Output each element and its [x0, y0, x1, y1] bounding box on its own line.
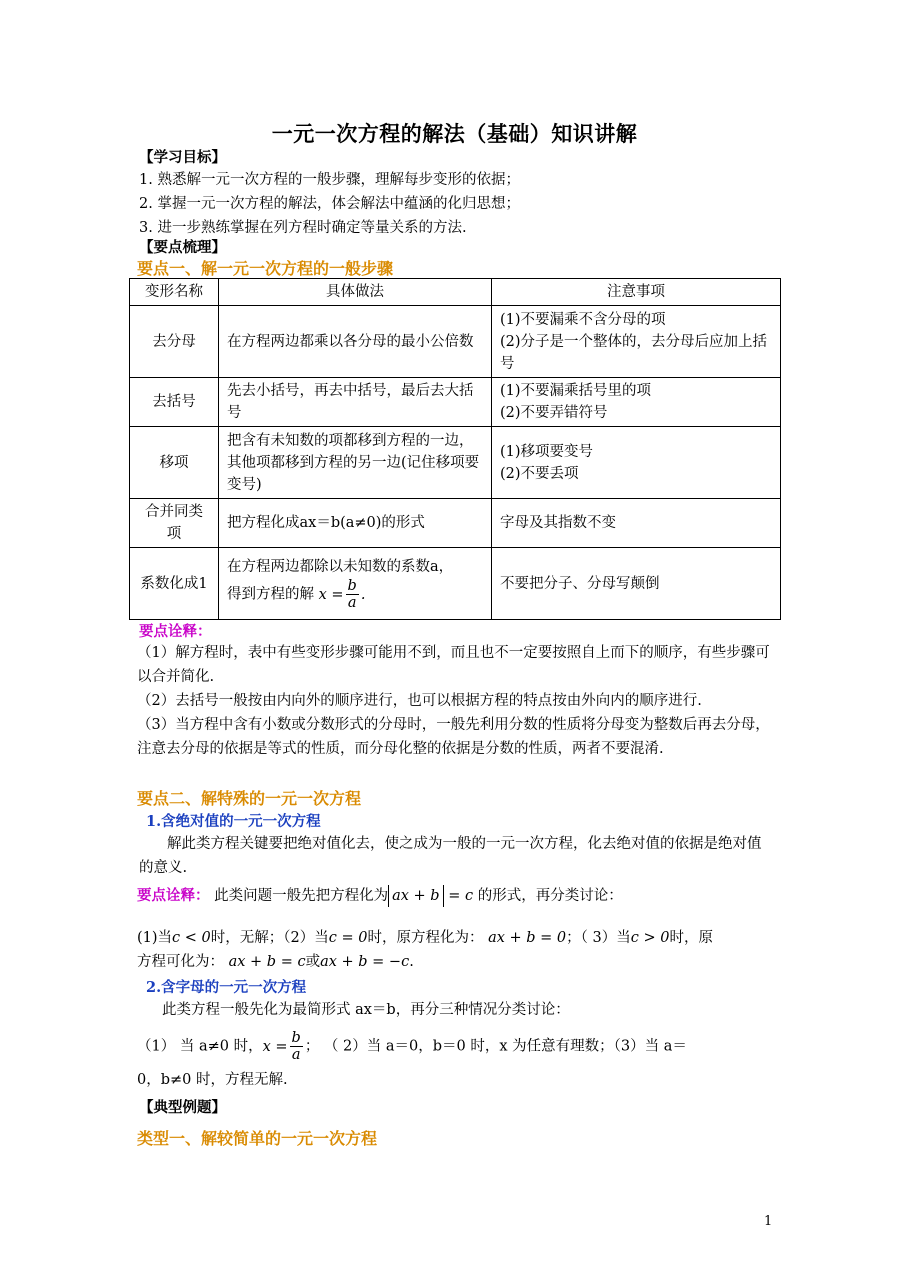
remark-text: 此类问题一般先把方程化为: [214, 888, 389, 904]
step-name: 去分母: [130, 306, 219, 378]
step-note: (2)不要弄错符号: [500, 405, 608, 421]
learning-goal-item: 2. 掌握一元一次方程的解法，体会解法中蕴涵的化归思想；: [139, 196, 520, 212]
subsection-heading: 2.含字母的一元一次方程: [146, 979, 307, 996]
step-method-line: 得到方程的解: [227, 586, 314, 603]
case-text: 时，原: [669, 930, 713, 946]
table-row: [130, 499, 781, 548]
case-text: 或: [305, 954, 321, 970]
step-name: 去括号: [130, 378, 219, 427]
step-note: (1)移项要变号: [500, 443, 594, 460]
step-method: [219, 548, 492, 620]
subsection-heading: 1.含绝对值的一元一次方程: [146, 813, 321, 830]
formula-x-equals-b-over-a: x = $\frac{b}{a}$: [262, 1030, 301, 1063]
step-note: (1)不要漏乘不含分母的项: [500, 311, 666, 328]
table-header-cell: 具体做法: [219, 279, 492, 306]
section-heading-point2: 要点二、解特殊的一元一次方程: [137, 789, 362, 808]
case-text: 方程可化为：: [137, 954, 224, 970]
formula-ax-plus-b-equals-minus-c: ax + b = −c: [320, 954, 410, 970]
table-row: [130, 378, 781, 427]
absolute-value-remark: [137, 884, 623, 908]
step-name: 移项: [130, 427, 219, 499]
step-note: 不要把分子、分母写颠倒: [492, 548, 781, 620]
step-notes: [492, 306, 781, 378]
case-text: (1)当: [137, 930, 173, 946]
steps-table: [129, 278, 781, 620]
step-method-line: 在方程两边都除以未知数的系数a，: [227, 559, 454, 575]
table-header-cell: 注意事项: [492, 279, 781, 306]
step-method: 把方程化成ax＝b(a≠0)的形式: [219, 499, 492, 548]
table-header-row: [130, 279, 781, 306]
remark-text: 的形式，再分类讨论：: [477, 888, 623, 904]
letter-coefficient-cases-line1: [137, 1030, 687, 1063]
formula-c-less-than-0: c < 0: [172, 930, 211, 946]
case-text: 时，无解；（2）当: [210, 930, 329, 946]
absolute-value-cases-line1: [137, 926, 713, 950]
step-note: (2)不要丢项: [500, 465, 579, 482]
case-text: 时，原方程化为：: [367, 930, 484, 946]
table-row: [130, 427, 781, 499]
formula-c-greater-than-0: c > 0: [630, 930, 670, 946]
formula-ax-plus-b-equals-0: ax + b = 0: [488, 930, 567, 946]
formula-equals-c: = c: [443, 888, 474, 904]
remark-heading: 要点诠释：: [137, 887, 210, 904]
step-notes: [492, 378, 781, 427]
page-number: 1: [764, 1214, 773, 1229]
remark-paragraph: （2）去括号一般按由内向外的顺序进行，也可以根据方程的特点按由外向内的顺序进行.: [137, 693, 702, 709]
step-method: 先去小括号，再去中括号，最后去大括号: [219, 378, 492, 427]
step-name: 合并同类项: [130, 499, 219, 548]
step-note: (1)不要漏乘括号里的项: [500, 383, 652, 399]
formula-abs-ax-plus-b: ax + b: [388, 885, 443, 907]
formula-x-equals-b-over-a: x = $\frac{b}{a}$ .: [318, 578, 366, 611]
case-text: （1） 当 a≠0 时，: [137, 1038, 263, 1055]
table-row: [130, 548, 781, 620]
examples-heading: 【典型例题】: [139, 1099, 226, 1116]
formula-c-equals-0: c = 0: [328, 930, 368, 946]
step-method: 在方程两边都乘以各分母的最小公倍数: [219, 306, 492, 378]
page-title: 一元一次方程的解法（基础）知识讲解: [271, 121, 638, 146]
step-notes: [492, 427, 781, 499]
remark-paragraph: （3）当方程中含有小数或分数形式的分母时，一般先利用分数的性质将分母变为整数后再去分母，注意去分母的依据是等式的性质，而分母化整的依据是分数的性质，两者不要混淆.: [137, 717, 770, 757]
step-note: 字母及其指数不变: [492, 499, 781, 548]
type1-heading: 类型一、解较简单的一元一次方程: [137, 1129, 378, 1148]
step-name: 系数化成1: [130, 548, 219, 620]
absolute-value-cases-line2: 方程可化为： ax + b = c或ax + b = −c.: [137, 954, 414, 970]
key-points-heading: 【要点梳理】: [139, 239, 226, 256]
learning-goals-heading: 【学习目标】: [139, 149, 226, 166]
step-note: (2)分子是一个整体的，去分母后应加上括号: [500, 333, 768, 372]
subsection-paragraph: 解此类方程关键要把绝对值化去，使之成为一般的一元一次方程，化去绝对值的依据是绝对值的意义.: [139, 836, 762, 876]
letter-coefficient-cases-line2: 0，b≠0 时，方程无解.: [137, 1072, 288, 1088]
learning-goal-item: 1. 熟悉解一元一次方程的一般步骤，理解每步变形的依据；: [139, 172, 520, 188]
remark-paragraph: （1）解方程时，表中有些变形步骤可能用不到，而且也不一定要按照自上而下的顺序，有些步骤可以合并简化.: [137, 645, 770, 685]
case-text: ； （ 2）当 a＝0，b＝0 时，x 为任意有理数；（3）当 a＝: [304, 1038, 687, 1055]
table-row: [130, 306, 781, 378]
remark-heading: 要点诠释：: [139, 623, 212, 640]
section-heading-point1: 要点一、解一元一次方程的一般步骤: [137, 259, 394, 278]
step-method-solution: [227, 578, 483, 611]
subsection-paragraph: 此类方程一般先化为最简形式 ax＝b，再分三种情况分类讨论：: [162, 1002, 570, 1018]
table-header-cell: 变形名称: [130, 279, 219, 306]
formula-ax-plus-b-equals-c: ax + b = c: [228, 954, 306, 970]
case-text: ；（ 3）当: [566, 930, 631, 946]
step-method: 把含有未知数的项都移到方程的一边，其他项都移到方程的另一边(记住移项要变号): [219, 427, 492, 499]
learning-goal-item: 3. 进一步熟练掌握在列方程时确定等量关系的方法.: [139, 220, 467, 236]
